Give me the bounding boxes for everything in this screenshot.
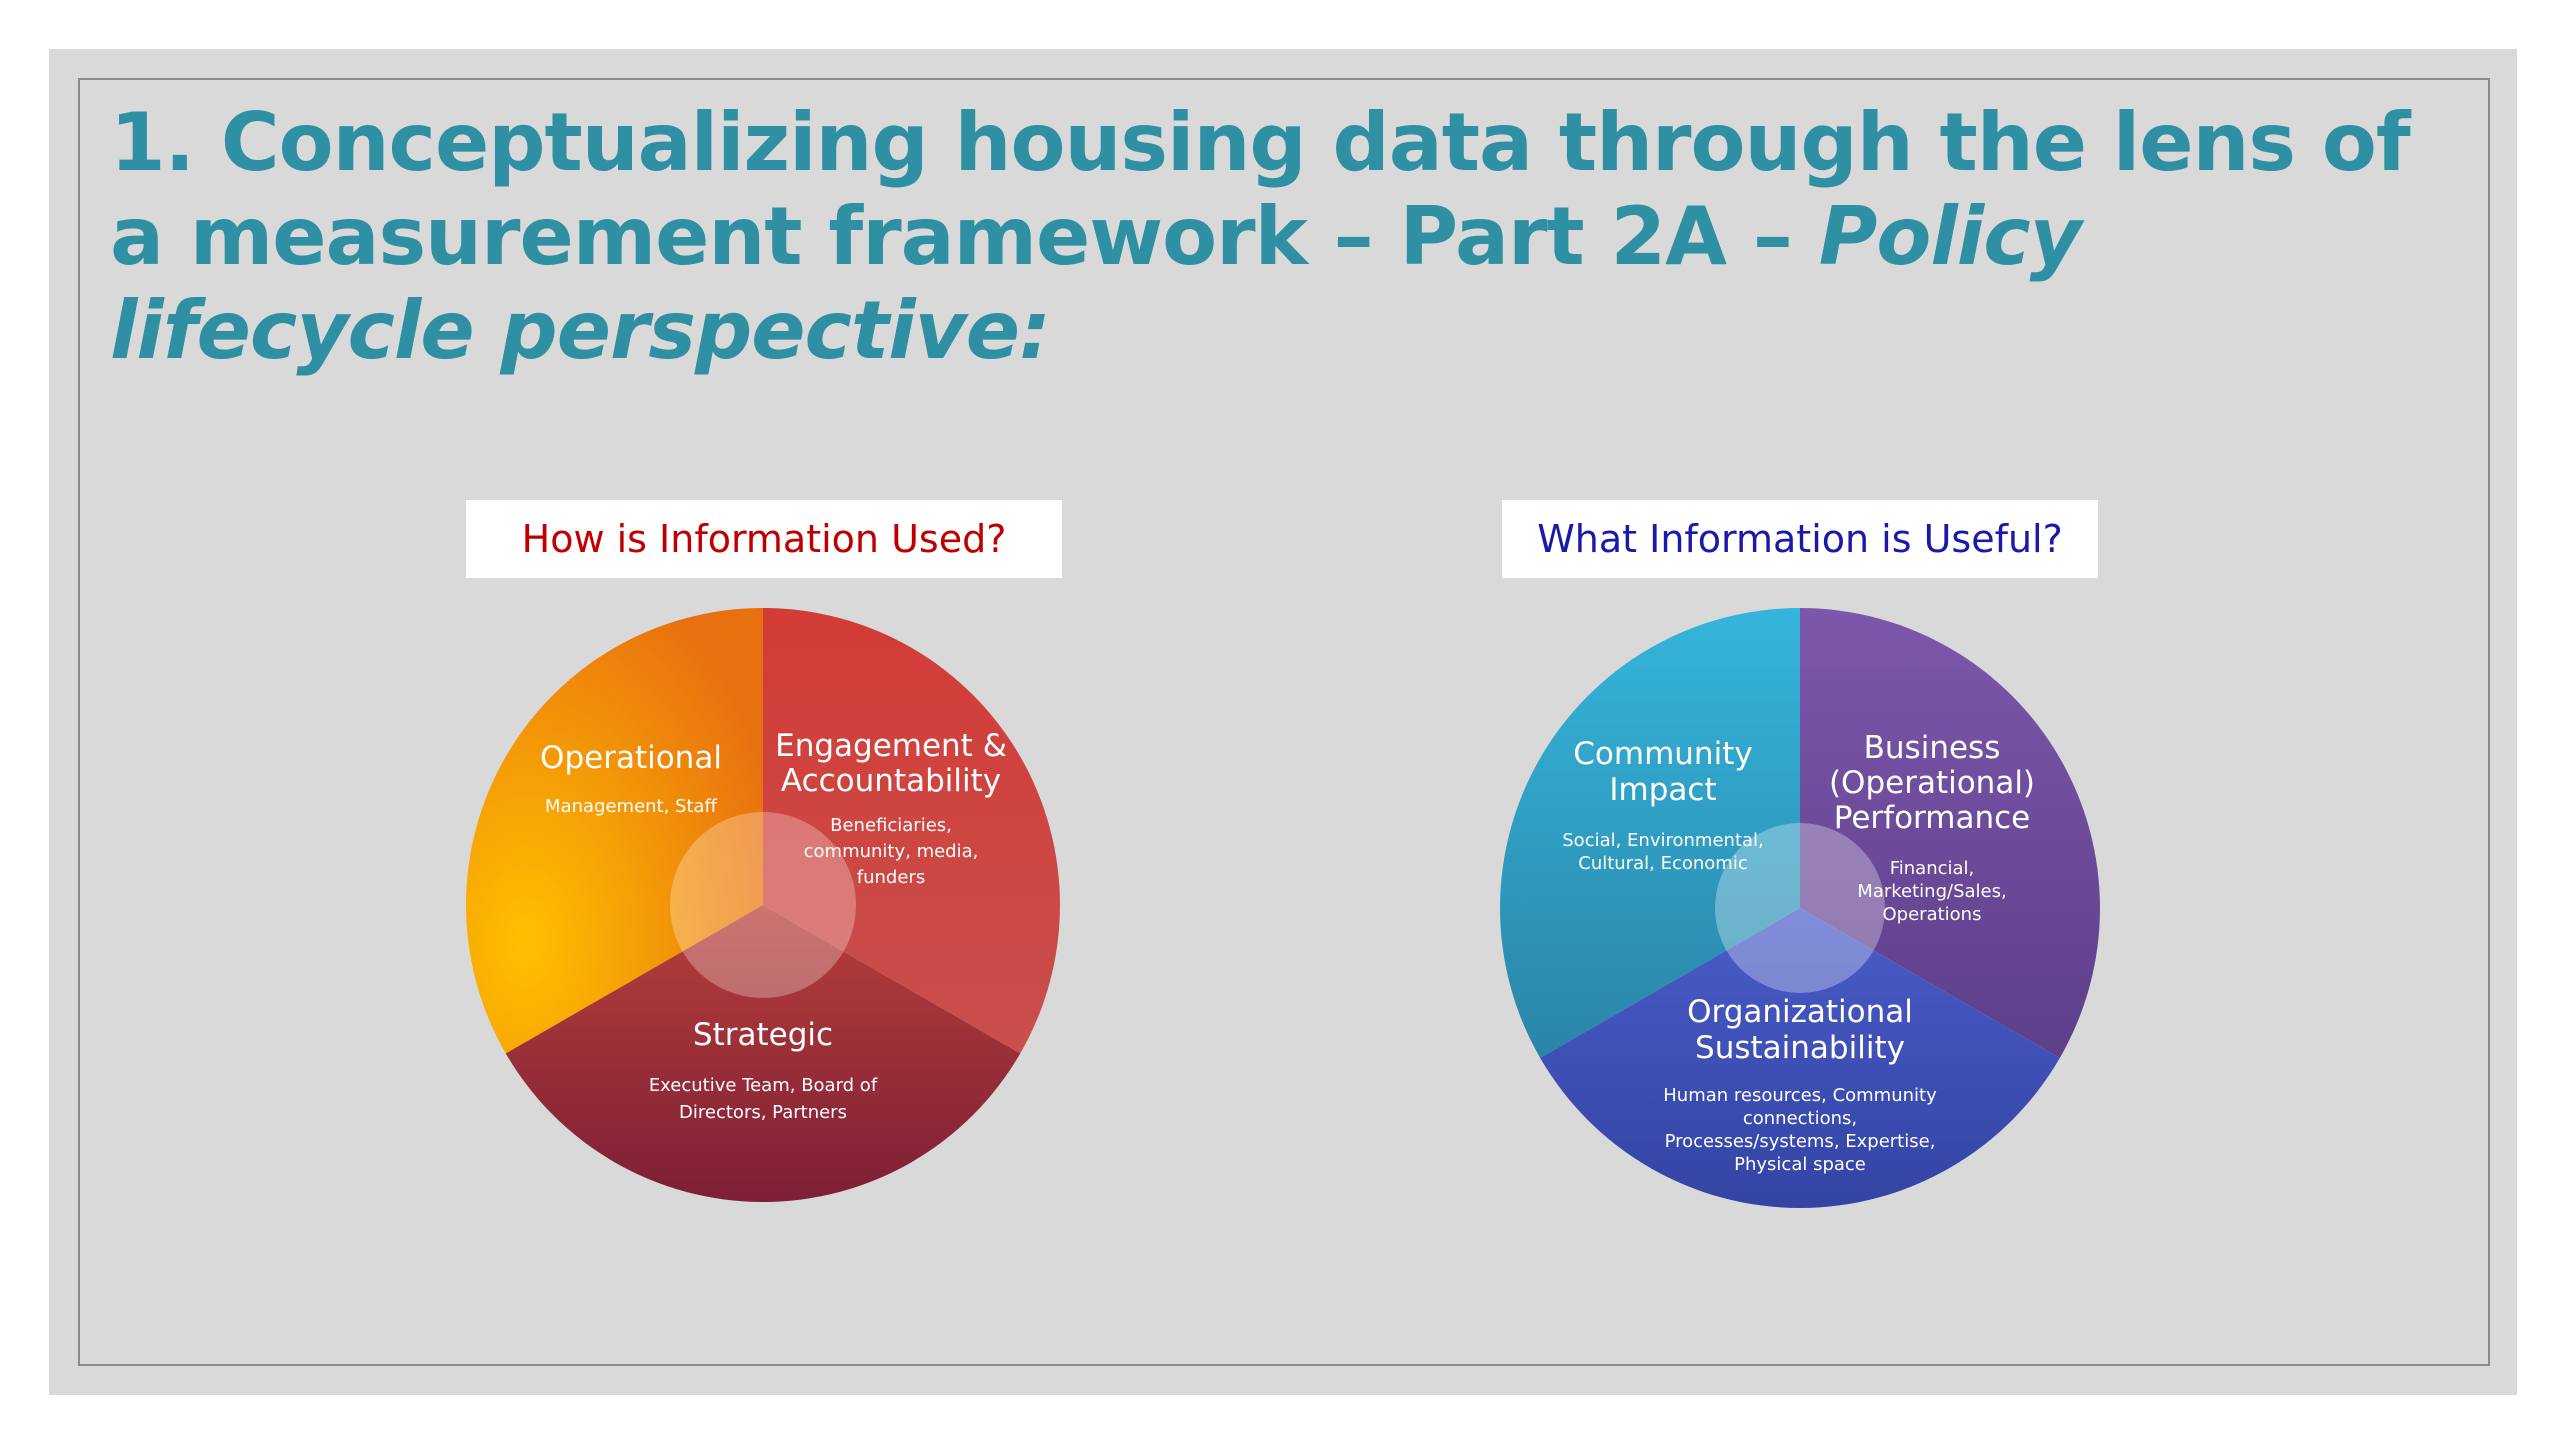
title-line-3: lifecycle perspective: (110, 284, 1051, 377)
operational-title: Operational (540, 740, 722, 776)
left-caption-text: How is Information Used? (521, 517, 1007, 561)
strategic-sub-2: Directors, Partners (679, 1102, 847, 1123)
organizational-title-2: Sustainability (1695, 1030, 1905, 1066)
operational-sub: Management, Staff (545, 796, 717, 817)
slide-title (110, 96, 2410, 378)
strategic-sub-1: Executive Team, Board of (648, 1075, 878, 1096)
engagement-sub-2: community, media, (803, 841, 979, 862)
right-diagram-caption (1502, 500, 2098, 578)
organizational-sub-4: Physical space (1734, 1154, 1866, 1175)
business-title-3: Performance (1833, 800, 2031, 836)
community-sub-2: Cultural, Economic (1578, 853, 1748, 874)
engagement-title-2: Accountability (780, 763, 1002, 799)
business-title-1: Business (1863, 730, 2001, 766)
strategic-title: Strategic (692, 1017, 834, 1053)
title-line-2: a measurement framework – Part 2A – (110, 190, 1819, 283)
community-title-2: Impact (1609, 772, 1717, 808)
title-line-1: 1. Conceptualizing housing data through the lens of (110, 96, 2410, 189)
organizational-title-1: Organizational (1687, 994, 1913, 1030)
title-line-2-italic: Policy (1818, 190, 2081, 283)
center-hub (670, 812, 856, 998)
business-sub-2: Marketing/Sales, (1857, 881, 2007, 902)
community-sub-1: Social, Environmental, (1562, 830, 1764, 851)
left-diagram-caption (466, 500, 1062, 578)
engagement-sub-1: Beneficiaries, (830, 815, 952, 836)
community-title-1: Community (1573, 736, 1753, 772)
organizational-sub-1: Human resources, Community (1663, 1085, 1937, 1106)
engagement-title-1: Engagement & (775, 728, 1007, 764)
business-sub-3: Operations (1882, 904, 1982, 925)
business-title-2: (Operational) (1828, 765, 2036, 801)
engagement-sub-3: funders (856, 867, 926, 888)
organizational-sub-3: Processes/systems, Expertise, (1664, 1131, 1936, 1152)
organizational-sub-2: connections, (1742, 1108, 1858, 1129)
business-sub-1: Financial, (1889, 858, 1975, 879)
right-cycle-diagram (1500, 608, 2100, 1208)
left-cycle-diagram (466, 608, 1060, 1202)
right-caption-text: What Information is Useful? (1537, 517, 2063, 561)
